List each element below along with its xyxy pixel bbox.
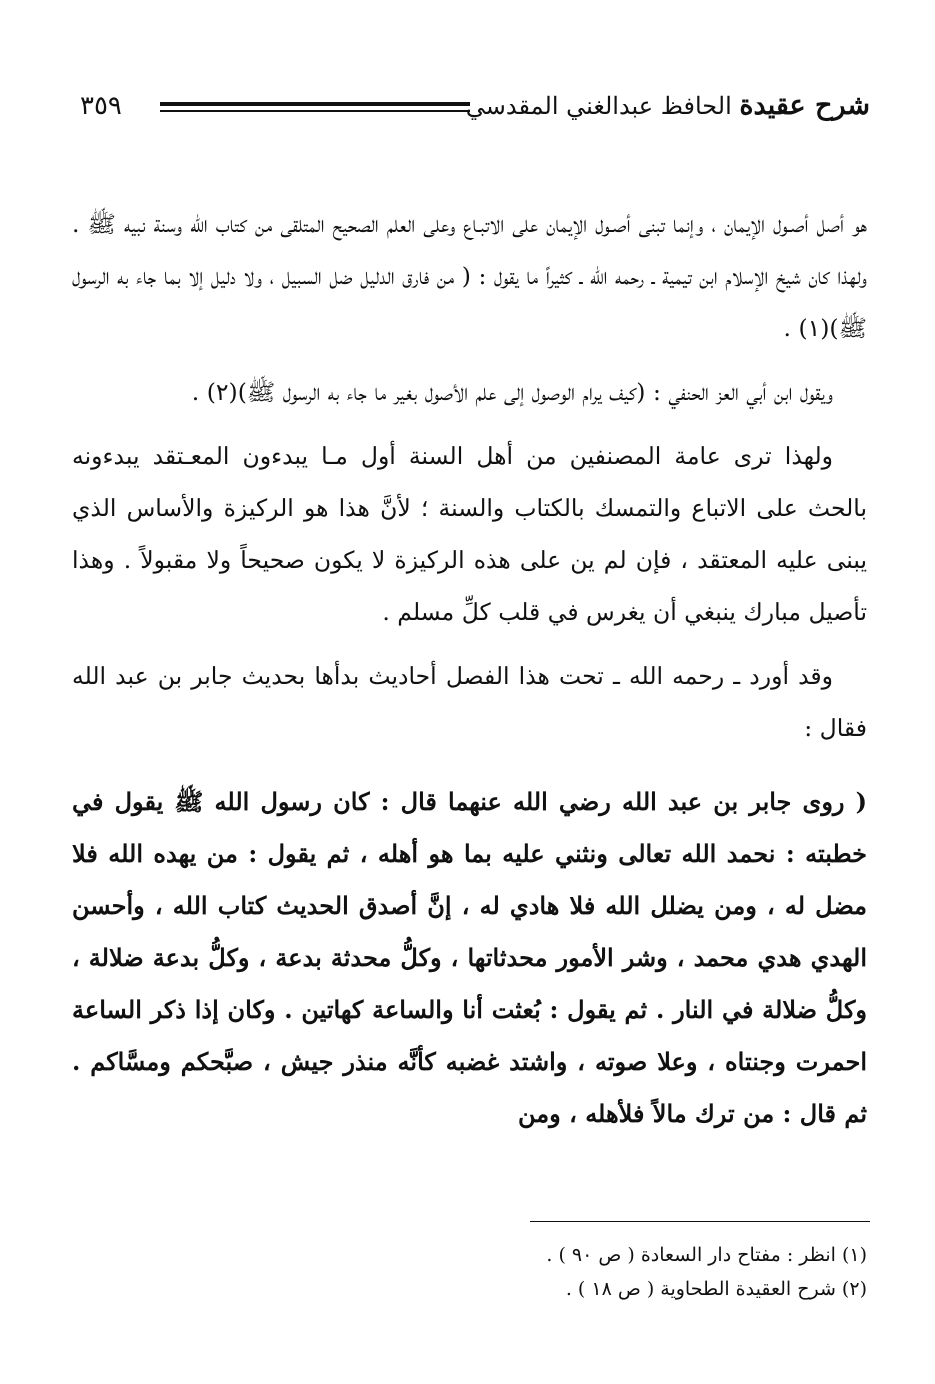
footnote-separator — [530, 1221, 870, 1222]
header-title-rest: الحافظ عبدالغني المقدسي — [465, 92, 740, 120]
hadith-quote: ( روى جابر بن عبد الله رضي الله عنهما قال : كان رسول الله ﷺ يقول في خطبته : نحمد الله تعالى ونثني عليه بما هو أهله ، ثم يقول : من يهده الله فلا مضل له ، ومن يضلل الله فلا هادي له ، إنَّ أصدق الحديث كتاب الله ، وأحسن الهدي هدي محمد ، وشر الأمور محدثاتها ، وكلُّ محدثة بدعة ، وكلُّ بدعة ضلالة ، وكلُّ ضلالة في النار . ثم يقول : بُعثت أنا والساعة كهاتين . وكان إذا ذكر الساعة احمرت وجنتاه ، وعلا صوته ، واشتد غضبه كأنَّه منذر جيش ، صبَّحكم ومسَّاكم . ثم قال : من ترك مالاً فلأهله ، ومن — [72, 787, 868, 1128]
paragraph: ولهذا ترى عامة المصنفين من أهل السنة أول مـا يبدءون المعـتقد يبدءونه بالحث على الاتباع والتمسك بالكتاب والسنة ؛ لأنَّ هذا هو الركيزة والأساس الذي يبنى عليه المعتقد ، فإن لم ين على هذه الركيزة لا يكون صحيحاً ولا مقبولاً . وهذا تأصيل مبارك ينبغي أن يغرس في قلب كلِّ مسلم . — [72, 442, 867, 626]
header-title — [466, 86, 870, 126]
header-rule — [160, 102, 470, 112]
header-title-bold: شرح عقيدة — [739, 90, 870, 121]
footnote: (٢) شرح العقيدة الطحاوية ( ص ١٨ ) . — [565, 1278, 867, 1300]
main-text — [72, 198, 867, 1152]
page-number: ٣٥٩ — [80, 91, 122, 121]
running-header — [80, 86, 870, 132]
paragraph: وقد أورد ـ رحمه الله ـ تحت هذا الفصل أحاديث بدأها بحديث جابر بن عبد الله فقال : — [72, 662, 867, 742]
paragraph: ويقول ابن أبي العز الحنفي : (كيف يرام الوصول إلى علم الأصول بغير ما جاء به الرسول ﷺ)(٢) . — [191, 378, 833, 406]
paragraph: هو أصل أصـول الإيمان ، وإنما تبنى أصـول الإيمان على الاتبـاع وعلى العلم الصحيح المتلقى من كتاب الله وسنة نبيه ﷺ . ولهذا كان شيخ الإسلام ابن تيمية ـ رحمه الله ـ كثيراً ما يقول : ( من فارق الدليل ضل السبيل ، ولا دليل إلا بما جاء به الرسول ﷺ)(١) . — [72, 210, 867, 342]
footnotes — [72, 1238, 867, 1306]
footnote: (١) انظر : مفتاح دار السعادة ( ص ٩٠ ) . — [546, 1244, 867, 1266]
